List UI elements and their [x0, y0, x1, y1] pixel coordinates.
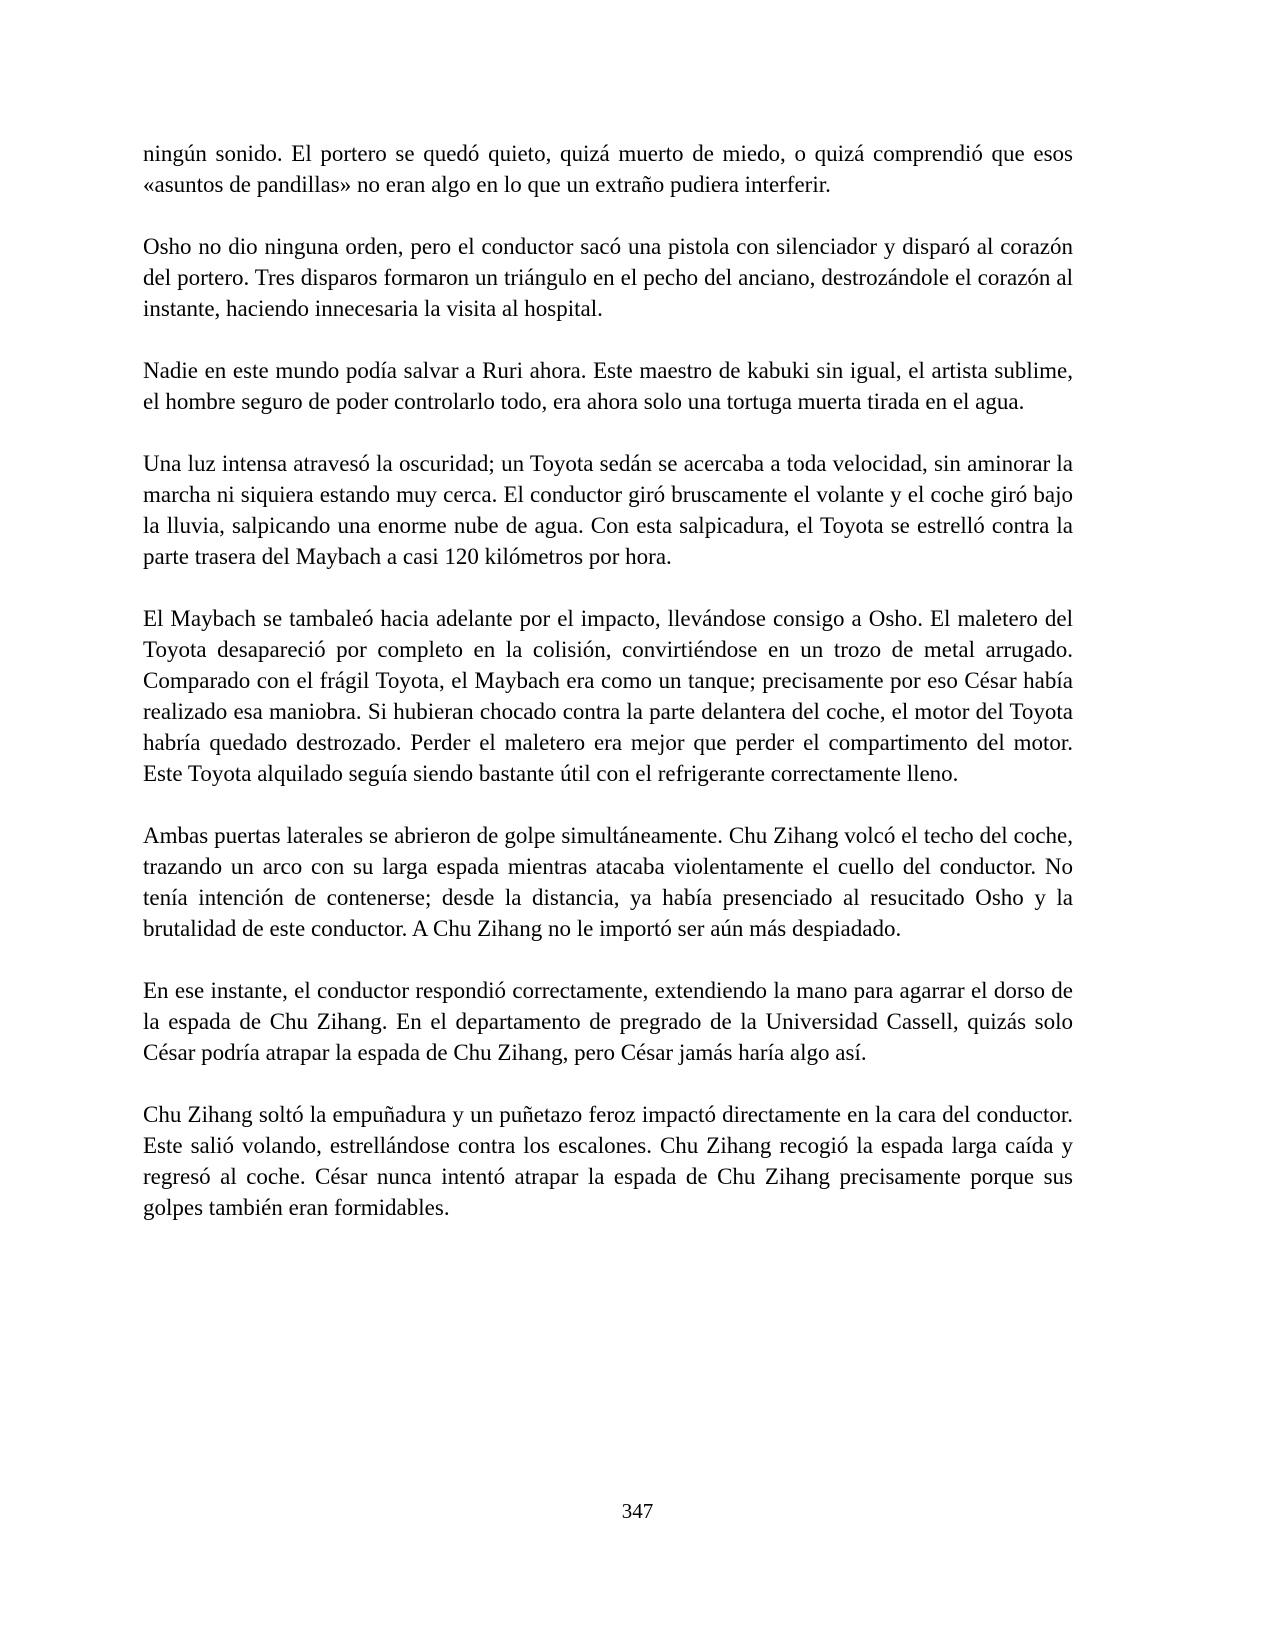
page-number: 347: [621, 1499, 654, 1523]
paragraph: Chu Zihang soltó la empuñadura y un puñetazo feroz impactó directamente en la cara del conductor. Este salió volando, estrellándose contra los escalones. Chu Zihang recogió la espada larga caída y regresó al coche. César nunca intentó atrapar la espada de Chu Zihang precisamente porque sus golpes también eran formidables.: [143, 1102, 1073, 1220]
paragraph: En ese instante, el conductor respondió correctamente, extendiendo la mano para agarrar el dorso de la espada de Chu Zihang. En el departamento de pregrado de la Universidad Cassell, quizás solo César podría atrapar la espada de Chu Zihang, pero César jamás haría algo así.: [143, 978, 1073, 1065]
paragraph: Osho no dio ninguna orden, pero el conductor sacó una pistola con silenciador y disparó al corazón del portero. Tres disparos formaron un triángulo en el pecho del anciano, destrozándole el corazón al instante, haciendo innecesaria la visita al hospital.: [143, 234, 1073, 321]
paragraph: Una luz intensa atravesó la oscuridad; un Toyota sedán se acercaba a toda velocidad, sin aminorar la marcha ni siquiera estando muy cerca. El conductor giró bruscamente el volante y el coche giró bajo la lluvia, salpicando una enorme nube de agua. Con esta salpicadura, el Toyota se estrelló contra la parte trasera del Maybach a casi 120 kilómetros por hora.: [143, 451, 1073, 569]
paragraph: Nadie en este mundo podía salvar a Ruri ahora. Este maestro de kabuki sin igual, el artista sublime, el hombre seguro de poder controlarlo todo, era ahora solo una tortuga muerta tirada en el agua.: [143, 358, 1073, 414]
paragraph: Ambas puertas laterales se abrieron de golpe simultáneamente. Chu Zihang volcó el techo del coche, trazando un arco con su larga espada mientras atacaba violentamente el cuello del conductor. No tenía intención de contenerse; desde la distancia, ya había presenciado al resucitado Osho y la brutalidad de este conductor. A Chu Zihang no le importó ser aún más despiadado.: [143, 823, 1073, 941]
page-content: [143, 138, 1073, 1223]
paragraph: ningún sonido. El portero se quedó quieto, quizá muerto de miedo, o quizá comprendió que esos «asuntos de pandillas» no eran algo en lo que un extraño pudiera interferir.: [143, 141, 1073, 197]
paragraph: El Maybach se tambaleó hacia adelante por el impacto, llevándose consigo a Osho. El maletero del Toyota desapareció por completo en la colisión, convirtiéndose en un trozo de metal arrugado. Comparado con el frágil Toyota, el Maybach era como un tanque; precisamente por eso César había realizado esa maniobra. Si hubieran chocado contra la parte delantera del coche, el motor del Toyota habría quedado destrozado. Perder el maletero era mejor que perder el compartimento del motor. Este Toyota alquilado seguía siendo bastante útil con el refrigerante correctamente lleno.: [143, 606, 1073, 786]
